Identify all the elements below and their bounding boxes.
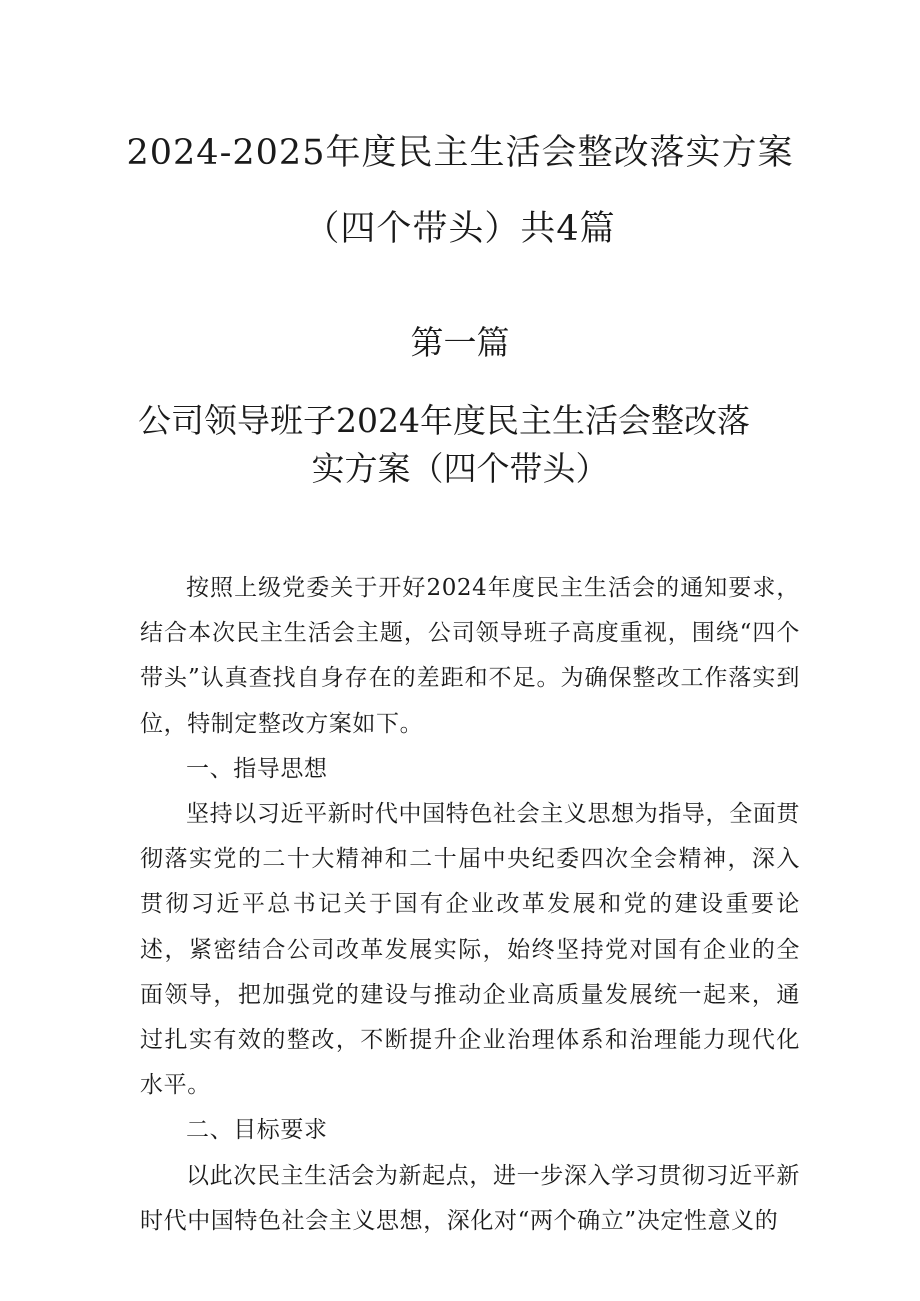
section-title-line-2: 实方案（四个带头） [311,449,609,488]
document-body [140,566,800,1244]
guiding-thought-paragraph: 坚持以习近平新时代中国特色社会主义思想为指导，全面贯彻落实党的二十大精神和二十届中央纪委四次全会精神，深入贯彻习近平总书记关于国有企业改革发展和党的建设重要论述，紧密结合公司改革发展实际，始终坚持党对国有企业的全面领导，把加强党的建设与推动企业高质量发展统一起来，通过扎实有效的整改，不断提升企业治理体系和治理能力现代化水平。 [140,801,800,1099]
section-heading-guiding-thought: 一、指导思想 [186,755,328,782]
intro-paragraph: 按照上级党委关于开好2024年度民主生活会的通知要求，结合本次民主生活会主题，公司领导班子高度重视，围绕“四个带头”认真查找自身存在的差距和不足。为确保整改工作落实到位，特制定整改方案如下。 [140,575,800,737]
chapter-label: 第一篇 [410,323,510,362]
document-title-line-2: （四个带头）共4篇 [304,209,616,249]
section-heading-goals: 二、目标要求 [186,1117,328,1144]
section-title-line-1: 公司领导班子2024年度民主生活会整改落 [138,401,750,440]
document-title-line-1: 2024-2025年度民主生活会整改落实方案 [126,133,794,173]
goals-paragraph: 以此次民主生活会为新起点，进一步深入学习贯彻习近平新时代中国特色社会主义思想，深化对“两个确立”决定性意义的 [140,1162,800,1234]
